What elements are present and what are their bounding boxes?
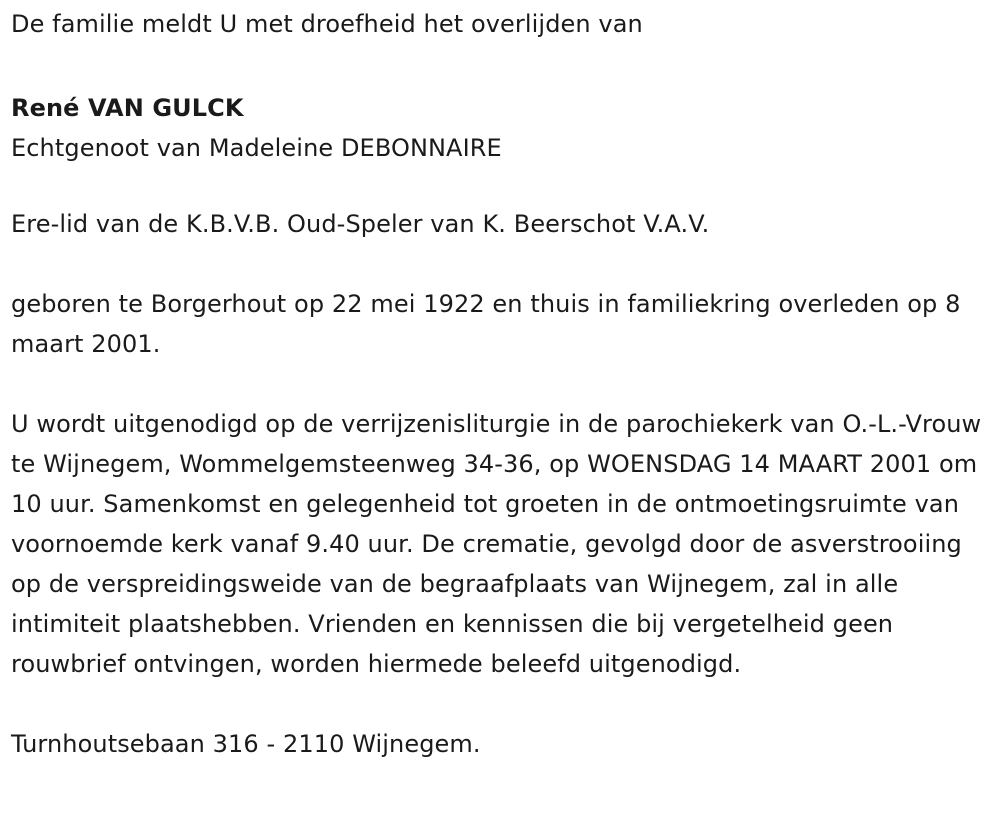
birth-death-paragraph: geboren te Borgerhout op 22 mei 1922 en thuis in familiekring overleden op 8 maart 2001.: [11, 290, 961, 358]
service-paragraph: U wordt uitgenodigd op de verrijzenisliturgie in de parochiekerk van O.-L.-Vrouw te Wijnegem, Wommelgemsteenweg 34-36, op WOENSDAG 14 MAART 2001 om 10 uur. Samenkomst en gelegenheid tot groeten in de ontmoetingsruimte van voornoemde kerk vanaf 9.40 uur. De crematie, gevolgd door de asverstrooiing op de verspreidingsweide van de begraafplaats van Wijnegem, zal in alle intimiteit plaatshebben. Vrienden en kennissen die bij vergetelheid geen rouwbrief ontvingen, worden hiermede beleefd uitgenodigd.: [11, 410, 982, 678]
spacer: [11, 684, 991, 724]
spacer: [11, 364, 991, 404]
spacer: [11, 44, 991, 84]
spacer: [11, 244, 991, 284]
honors-line: Ere-lid van de K.B.V.B. Oud-Speler van K. Beerschot V.A.V.: [11, 210, 710, 238]
spacer: [11, 164, 991, 204]
spouse-line: Echtgenoot van Madeleine DEBONNAIRE: [11, 134, 502, 162]
intro-text: De familie meldt U met droefheid het overlijden van: [11, 10, 643, 38]
address-line: Turnhoutsebaan 316 - 2110 Wijnegem.: [11, 730, 481, 758]
death-notice: [11, 4, 991, 764]
deceased-name: René VAN GULCK: [11, 94, 244, 122]
